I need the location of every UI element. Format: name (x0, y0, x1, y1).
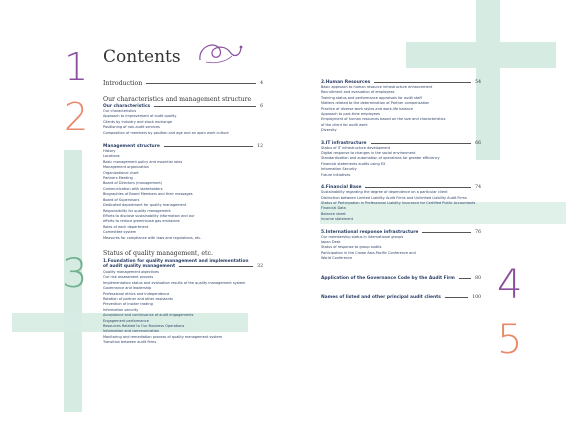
toc-entry-quality[interactable]: of audit quality management 32 (103, 263, 263, 269)
list-item: Rotation of partner and other assistants (103, 296, 173, 301)
list-item: Balance sheet (321, 211, 346, 216)
big-number-1: 1 (64, 45, 89, 89)
list-item: Roles of each department (103, 224, 149, 229)
leader-line (154, 106, 256, 107)
list-item: Participation in the Crowe Asia-Pacific Conference and (321, 250, 416, 255)
list-item: of the client for audit work (321, 122, 368, 127)
list-item: Matters related to the determination of Partner compensation (321, 101, 430, 106)
list-item: Information and communication (103, 329, 160, 334)
list-item: Composition of members by position and age and an open work culture (103, 130, 229, 135)
list-item: Implementation status and evaluation results of the quality management system (103, 280, 246, 285)
list-item: Basic approach to human resource infrastructure enhancement (321, 85, 433, 89)
list-item: Status of response to group audits (321, 245, 382, 250)
leader-line (422, 232, 471, 233)
toc-entry-characteristics[interactable]: Our characteristics 6 (103, 104, 263, 109)
list-item: Committee system (103, 230, 137, 235)
list-item: Distinction between Limited Liability Audit Firms and Unlimited Liability Audit Firms (321, 195, 467, 200)
list-item: Training status and performance appraisals for audit staff (321, 95, 422, 100)
quality-subheading-line1: 1.Foundation for quality management and implementation (103, 258, 249, 264)
toc-entry-human-resources[interactable]: 2.Human Resources 54 (321, 80, 481, 85)
list-item: Acceptance and continuance of audit engagements (103, 313, 194, 318)
big-number-2: 2 (64, 95, 89, 139)
list-item: Japan Desk (321, 239, 341, 244)
list-item: Biographies of Board Members and their messages (103, 192, 193, 197)
list-item: Approach to improvement of audit quality (103, 114, 177, 119)
toc-entry-international[interactable]: 5.International response infrastructure 76 (321, 229, 481, 235)
list-item: Employment of human resources based on the size and characteristics (321, 117, 446, 122)
it-item-list (321, 146, 481, 178)
list-item: World Conference (321, 256, 353, 261)
toc-entry-financial-base[interactable]: 4.Financial Base 74 (321, 185, 481, 191)
financial-item-list (321, 190, 481, 222)
list-item: History (103, 149, 116, 154)
toc-entry-it-infrastructure[interactable]: 3.IT infrastructure 66 (321, 140, 481, 146)
list-item: Digital response to changes in the social environment (321, 151, 416, 156)
list-item: Responsibility for quality management (103, 208, 171, 213)
list-item: Status of IT infrastructure development (321, 145, 391, 150)
list-item: Recruitment and evaluation of employees (321, 90, 395, 95)
page-title: Contents (103, 47, 181, 67)
list-item: Future initiatives (321, 172, 351, 177)
list-item: Monitoring and remediation process of quality management system (103, 334, 223, 339)
list-item: Clients by industry and stock exchange (103, 119, 173, 124)
list-item: Information security (103, 307, 139, 312)
swirl-ornament-icon (196, 34, 244, 68)
left-column (103, 80, 263, 346)
list-item: Diversity (321, 128, 337, 133)
leader-line (445, 297, 468, 298)
list-item: Financial Data (321, 206, 346, 211)
list-item: Practice of diverse work styles and work-life balance (321, 106, 414, 111)
list-item: Dedicated department for quality management (103, 203, 187, 208)
list-item: Our characteristics (103, 109, 137, 113)
list-item: Positioning of non-audit services (103, 125, 160, 130)
leader-line (374, 82, 471, 83)
list-item: Board of Supervisors (103, 197, 140, 202)
characteristics-item-list (103, 109, 263, 136)
list-item: Partners Meeting (103, 176, 133, 181)
international-item-list (321, 235, 481, 262)
list-item: Our membership status in international groups (321, 234, 404, 239)
list-item: Approach to part-time employees (321, 112, 380, 117)
list-item: Organizational chart (103, 170, 139, 175)
hr-item-list (321, 85, 481, 134)
leader-line (459, 278, 471, 279)
list-item: Communication with stakeholders (103, 186, 163, 191)
toc-entry-governance-code[interactable]: Application of the Governance Code by the Audit Firm 80 (321, 275, 481, 281)
quality-item-list (103, 270, 263, 346)
list-item: Transition between audit firms (103, 340, 157, 345)
leader-line (164, 146, 253, 147)
big-number-3: 3 (62, 251, 88, 297)
right-column (321, 80, 481, 300)
list-item: Governance and leadership (103, 286, 152, 291)
list-item: Status of Participation in Professional Liability Insurance for Certified Public Accountants (321, 200, 476, 205)
list-item: Professional ethics and independence (103, 291, 170, 296)
list-item: Basic management policy and essential roles (103, 159, 183, 164)
list-item: Efforts to disclose sustainability information and our (103, 213, 195, 218)
list-item: Information Security (321, 167, 357, 172)
list-item: Income statement (321, 217, 354, 222)
toc-entry-management[interactable]: Management structure 12 (103, 144, 263, 150)
list-item: Engagement performance (103, 318, 149, 323)
management-item-list (103, 149, 263, 241)
list-item: Financial statements audits using EX (321, 161, 386, 166)
list-item: Quality management objectives (103, 269, 159, 274)
list-item: Our risk assessment process (103, 275, 154, 280)
big-number-5: 5 (497, 317, 523, 363)
list-item: Sustainability regarding the degree of dependence on a particular client (321, 190, 448, 195)
list-item: Board of Directors (management) (103, 181, 163, 186)
list-item: Measures for compliance with laws and regulations, etc. (103, 235, 202, 240)
leader-line (179, 266, 253, 267)
list-item: Standardization and automation of operations for greater efficiency (321, 156, 440, 161)
list-item: Locations (103, 154, 120, 159)
leader-line (146, 83, 256, 84)
list-item: Management organization (103, 165, 149, 170)
list-item: efforts to reduce greenhouse gas emissions (103, 219, 180, 224)
toc-entry-audit-clients[interactable]: Names of listed and other principal audit clients 100 (321, 294, 481, 300)
leader-line (371, 143, 472, 144)
leader-line (365, 187, 471, 188)
decor-band-right-horizontal (406, 42, 556, 68)
big-number-4: 4 (497, 262, 523, 308)
list-item: Prevention of insider trading (103, 302, 153, 307)
list-item: Resources Related to Our Business Operations (103, 324, 185, 328)
toc-entry-introduction[interactable]: Introduction 4 (103, 80, 263, 87)
heading-characteristics: Our characteristics and management structure (103, 96, 252, 103)
heading-quality-management: Status of quality management, etc. (103, 249, 213, 257)
